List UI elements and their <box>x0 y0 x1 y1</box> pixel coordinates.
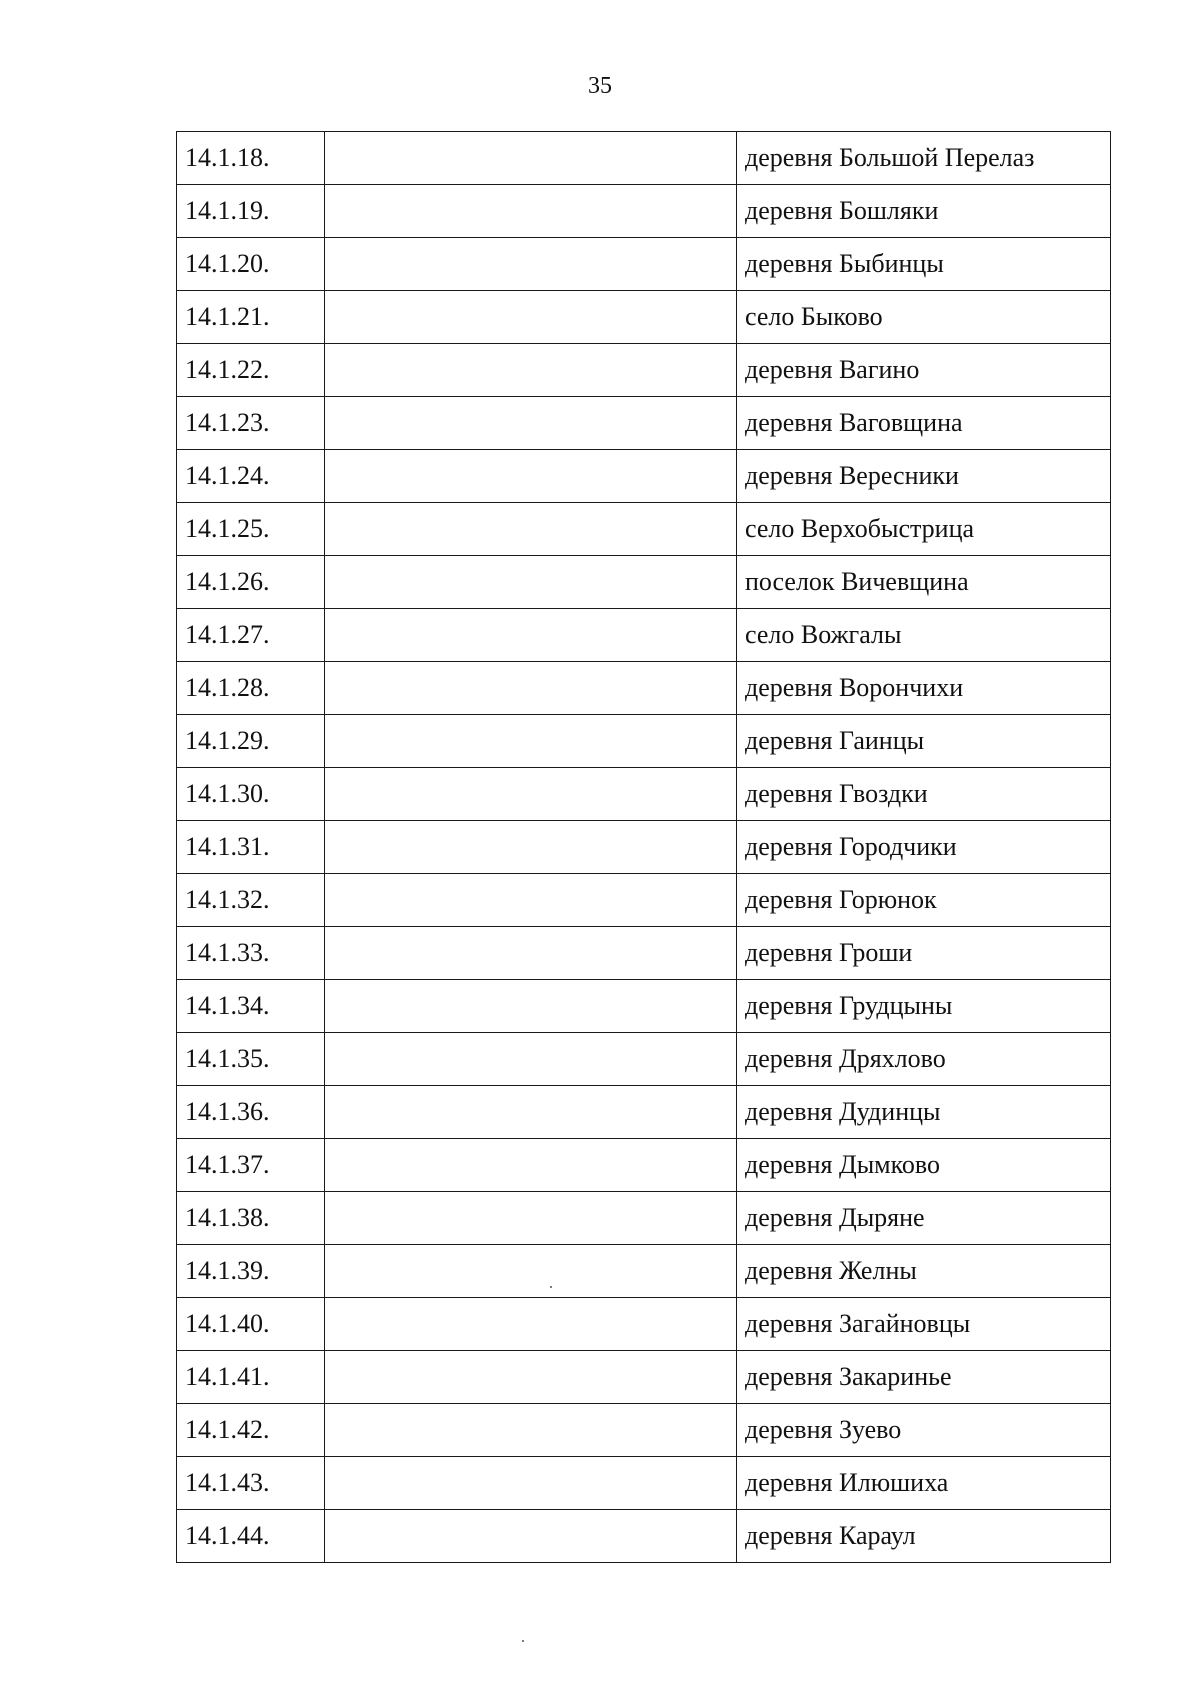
settlement-name-cell: деревня Закаринье <box>737 1351 1111 1404</box>
row-empty-cell <box>325 662 737 715</box>
settlement-name-cell: село Верхобыстрица <box>737 503 1111 556</box>
row-empty-cell <box>325 1139 737 1192</box>
table-row <box>177 397 1111 450</box>
table-row <box>177 980 1111 1033</box>
table-row <box>177 132 1111 185</box>
row-number-cell: 14.1.39. <box>177 1245 325 1298</box>
row-number-cell: 14.1.38. <box>177 1192 325 1245</box>
settlement-name-cell: деревня Вересники <box>737 450 1111 503</box>
row-number-cell: 14.1.34. <box>177 980 325 1033</box>
settlement-name-cell: деревня Бошляки <box>737 185 1111 238</box>
settlement-name-cell: деревня Грудцыны <box>737 980 1111 1033</box>
settlement-name-cell: деревня Дыряне <box>737 1192 1111 1245</box>
settlement-name-cell: деревня Илюшиха <box>737 1457 1111 1510</box>
row-empty-cell <box>325 927 737 980</box>
settlement-name-cell: село Быково <box>737 291 1111 344</box>
row-number-cell: 14.1.29. <box>177 715 325 768</box>
row-empty-cell <box>325 1245 737 1298</box>
row-number-cell: 14.1.44. <box>177 1510 325 1563</box>
page-number: 35 <box>588 73 612 99</box>
table-row <box>177 1510 1111 1563</box>
table-row <box>177 715 1111 768</box>
row-empty-cell <box>325 715 737 768</box>
settlement-name-cell: село Вожгалы <box>737 609 1111 662</box>
table-row <box>177 503 1111 556</box>
settlement-name-cell: деревня Дряхлово <box>737 1033 1111 1086</box>
table-row <box>177 1298 1111 1351</box>
scan-speck <box>522 1640 524 1642</box>
row-empty-cell <box>325 556 737 609</box>
row-number-cell: 14.1.33. <box>177 927 325 980</box>
table-row <box>177 1457 1111 1510</box>
row-empty-cell <box>325 821 737 874</box>
row-empty-cell <box>325 1086 737 1139</box>
row-empty-cell <box>325 1510 737 1563</box>
table-row <box>177 1245 1111 1298</box>
settlement-name-cell: деревня Ворончихи <box>737 662 1111 715</box>
row-number-cell: 14.1.23. <box>177 397 325 450</box>
row-empty-cell <box>325 238 737 291</box>
row-number-cell: 14.1.18. <box>177 132 325 185</box>
settlement-name-cell: деревня Большой Перелаз <box>737 132 1111 185</box>
table-row <box>177 821 1111 874</box>
settlement-name-cell: деревня Гаинцы <box>737 715 1111 768</box>
row-empty-cell <box>325 1404 737 1457</box>
row-empty-cell <box>325 1298 737 1351</box>
row-number-cell: 14.1.28. <box>177 662 325 715</box>
scan-speck <box>550 1286 552 1288</box>
table-row <box>177 344 1111 397</box>
settlement-name-cell: деревня Быбинцы <box>737 238 1111 291</box>
row-number-cell: 14.1.31. <box>177 821 325 874</box>
row-empty-cell <box>325 185 737 238</box>
settlement-name-cell: деревня Гроши <box>737 927 1111 980</box>
table-row <box>177 1139 1111 1192</box>
settlement-name-cell: деревня Желны <box>737 1245 1111 1298</box>
row-number-cell: 14.1.40. <box>177 1298 325 1351</box>
table-row <box>177 874 1111 927</box>
row-empty-cell <box>325 1192 737 1245</box>
settlement-name-cell: поселок Вичевщина <box>737 556 1111 609</box>
row-empty-cell <box>325 397 737 450</box>
row-number-cell: 14.1.32. <box>177 874 325 927</box>
table-row <box>177 238 1111 291</box>
table-row <box>177 1351 1111 1404</box>
table-row <box>177 1033 1111 1086</box>
settlement-name-cell: деревня Горюнок <box>737 874 1111 927</box>
settlement-name-cell: деревня Зуево <box>737 1404 1111 1457</box>
settlement-name-cell: деревня Загайновцы <box>737 1298 1111 1351</box>
row-empty-cell <box>325 291 737 344</box>
row-number-cell: 14.1.36. <box>177 1086 325 1139</box>
row-number-cell: 14.1.42. <box>177 1404 325 1457</box>
row-number-cell: 14.1.22. <box>177 344 325 397</box>
table-row <box>177 185 1111 238</box>
row-number-cell: 14.1.27. <box>177 609 325 662</box>
settlement-name-cell: деревня Ваговщина <box>737 397 1111 450</box>
row-empty-cell <box>325 132 737 185</box>
row-empty-cell <box>325 1457 737 1510</box>
settlement-name-cell: деревня Караул <box>737 1510 1111 1563</box>
row-empty-cell <box>325 1351 737 1404</box>
table-row <box>177 291 1111 344</box>
row-empty-cell <box>325 980 737 1033</box>
table-row <box>177 1404 1111 1457</box>
row-number-cell: 14.1.21. <box>177 291 325 344</box>
table-row <box>177 556 1111 609</box>
row-empty-cell <box>325 450 737 503</box>
row-number-cell: 14.1.20. <box>177 238 325 291</box>
row-number-cell: 14.1.19. <box>177 185 325 238</box>
table-row <box>177 927 1111 980</box>
row-empty-cell <box>325 503 737 556</box>
row-number-cell: 14.1.30. <box>177 768 325 821</box>
row-number-cell: 14.1.43. <box>177 1457 325 1510</box>
row-empty-cell <box>325 768 737 821</box>
settlement-name-cell: деревня Городчики <box>737 821 1111 874</box>
table-row <box>177 662 1111 715</box>
table-row <box>177 768 1111 821</box>
row-number-cell: 14.1.26. <box>177 556 325 609</box>
row-number-cell: 14.1.35. <box>177 1033 325 1086</box>
row-number-cell: 14.1.24. <box>177 450 325 503</box>
row-number-cell: 14.1.41. <box>177 1351 325 1404</box>
row-number-cell: 14.1.37. <box>177 1139 325 1192</box>
settlement-name-cell: деревня Дудинцы <box>737 1086 1111 1139</box>
row-empty-cell <box>325 609 737 662</box>
table-row <box>177 1192 1111 1245</box>
settlements-table-body <box>177 132 1111 1563</box>
settlement-name-cell: деревня Дымково <box>737 1139 1111 1192</box>
row-empty-cell <box>325 1033 737 1086</box>
table-row <box>177 609 1111 662</box>
settlement-name-cell: деревня Гвоздки <box>737 768 1111 821</box>
table-row <box>177 1086 1111 1139</box>
row-empty-cell <box>325 874 737 927</box>
settlements-table <box>176 131 1111 1563</box>
row-number-cell: 14.1.25. <box>177 503 325 556</box>
row-empty-cell <box>325 344 737 397</box>
settlement-name-cell: деревня Вагино <box>737 344 1111 397</box>
table-row <box>177 450 1111 503</box>
